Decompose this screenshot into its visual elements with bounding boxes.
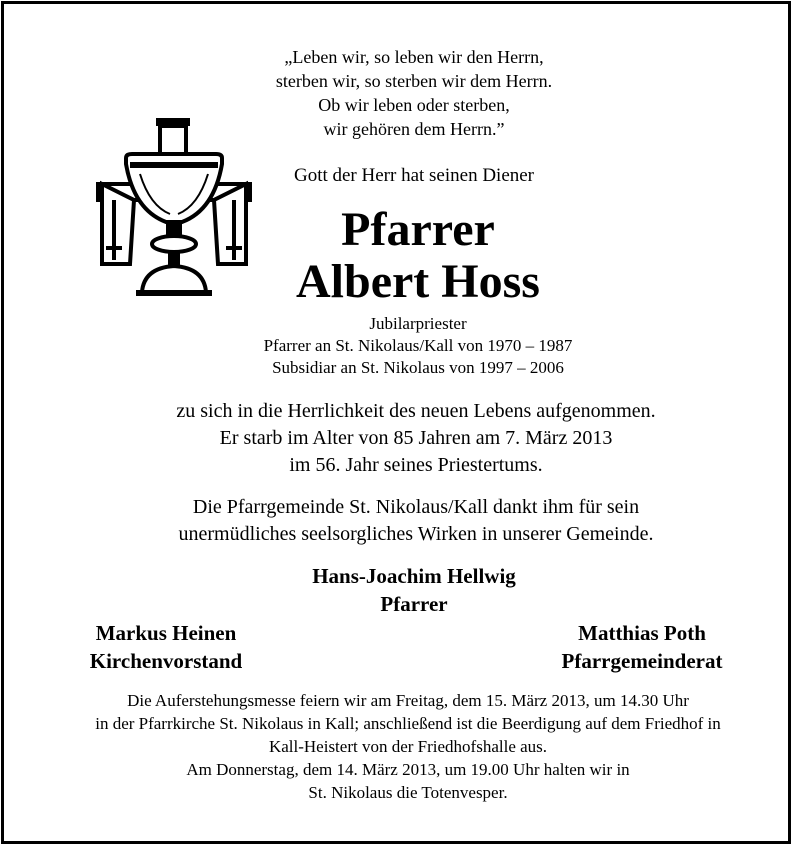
intro-text: Gott der Herr hat seinen Diener xyxy=(293,165,535,186)
role-line-3: Subsidiar an St. Nikolaus von 1997 – 2006 xyxy=(272,358,564,377)
message-line-1: zu sich in die Herrlichkeit des neuen Lebens aufgenommen. xyxy=(176,400,656,422)
signatory-left-name: Markus Heinen xyxy=(95,621,237,645)
thanks-line-2: unermüdliches seelsorgliches Wirken in unserer Gemeinde. xyxy=(178,523,654,545)
footer-line-3: Kall-Heistert von der Friedhofshalle aus. xyxy=(268,737,548,756)
footer-line-4: Am Donnerstag, dem 14. März 2013, um 19.00 Uhr halten wir in xyxy=(186,760,630,779)
verse-line-1: „Leben wir, so leben wir den Herrn, xyxy=(284,47,544,67)
thanks-line-1: Die Pfarrgemeinde St. Nikolaus/Kall dankt ihm für sein xyxy=(192,496,640,518)
footer-line-5: St. Nikolaus die Totenvesper. xyxy=(308,783,508,802)
signatory-right-role: Pfarrgemeinderat xyxy=(561,649,723,673)
signatory-left-role: Kirchenvorstand xyxy=(89,649,243,673)
verse-line-4: wir gehören dem Herrn.” xyxy=(323,119,505,139)
message-line-3: im 56. Jahr seines Priestertums. xyxy=(289,454,543,476)
footer-line-1: Die Auferstehungsmesse feiern wir am Freitag, dem 15. März 2013, um 14.30 Uhr xyxy=(127,691,689,710)
message-line-2: Er starb im Alter von 85 Jahren am 7. März 2013 xyxy=(219,427,613,449)
verse-line-3: Ob wir leben oder sterben, xyxy=(318,95,510,115)
verse-line-2: sterben wir, so sterben wir dem Herrn. xyxy=(275,71,553,91)
signatory-center-name: Hans-Joachim Hellwig xyxy=(312,564,516,588)
footer-line-2: in der Pfarrkirche St. Nikolaus in Kall; anschließend ist die Beerdigung auf dem Friedhof in xyxy=(95,714,721,733)
role-line-2: Pfarrer an St. Nikolaus/Kall von 1970 – 1987 xyxy=(263,336,573,355)
signatory-right-name: Matthias Poth xyxy=(578,621,706,645)
signatory-center-role: Pfarrer xyxy=(380,592,448,616)
deceased-name: Albert Hoss xyxy=(296,255,540,308)
deceased-title: Pfarrer xyxy=(341,203,495,256)
role-line-1: Jubilarpriester xyxy=(369,314,467,333)
